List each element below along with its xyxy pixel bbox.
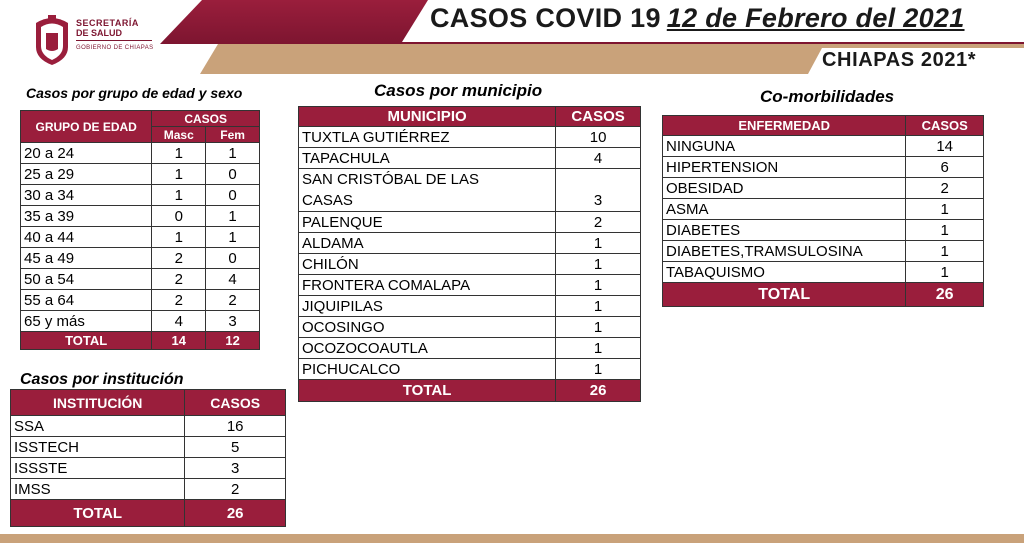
age-group: 35 a 39 [21,206,152,227]
municipality-name-line-1: SAN CRISTÓBAL DE LAS [302,171,479,188]
municipality-name: FRONTERA COMALAPA [299,275,556,296]
municipality-name-line-2: CASAS [302,192,353,209]
logo-line-2: DE SALUD [76,28,123,38]
logo-line-1: SECRETARÍA [76,18,139,28]
municipality-cases: 1 [556,233,641,254]
disease-cases: 1 [906,220,984,241]
disease-name: OBESIDAD [663,178,906,199]
institution-table [10,389,286,527]
fem-count: 1 [206,143,260,164]
table-row [299,169,641,212]
table-row [299,338,641,359]
col-cases: CASOS [152,111,260,127]
municipality-name: CHILÓN [299,254,556,275]
total-row [11,500,286,527]
total-label: TOTAL [11,500,185,527]
masc-count: 2 [152,248,206,269]
disease-cases: 6 [906,157,984,178]
municipality-name: OCOZOCOAUTLA [299,338,556,359]
institution-cases: 16 [185,416,286,437]
table-row [663,136,984,157]
table-row [21,227,260,248]
table-row [299,254,641,275]
municipality-name: PICHUCALCO [299,359,556,380]
total-fem: 12 [206,332,260,350]
disease-cases: 1 [906,241,984,262]
col-municipality: MUNICIPIO [299,107,556,127]
age-sex-title: Casos por grupo de edad y sexo [26,85,243,101]
col-institution: INSTITUCIÓN [11,390,185,416]
total-row [663,283,984,307]
table-row [663,220,984,241]
table-row [11,437,286,458]
masc-count: 1 [152,227,206,248]
disease-name: NINGUNA [663,136,906,157]
table-row [21,290,260,311]
fem-count: 2 [206,290,260,311]
table-row [299,233,641,254]
col-cases: CASOS [185,390,286,416]
masc-count: 4 [152,311,206,332]
age-group: 40 a 44 [21,227,152,248]
fem-count: 3 [206,311,260,332]
comorbidities-title: Co-morbilidades [760,87,895,106]
total-cases: 26 [906,283,984,307]
masc-count: 1 [152,143,206,164]
table-row [299,317,641,338]
disease-name: TABAQUISMO [663,262,906,283]
total-label: TOTAL [21,332,152,350]
municipality-name: JIQUIPILAS [299,296,556,317]
institution-name: IMSS [11,479,185,500]
comorbidities-header-row [663,116,984,136]
table-row [21,164,260,185]
total-row [21,332,260,350]
municipality-cases: 1 [556,296,641,317]
disease-name: DIABETES,TRAMSULOSINA [663,241,906,262]
table-row [299,212,641,233]
col-age-group: GRUPO DE EDAD [21,111,152,143]
municipality-name: PALENQUE [299,212,556,233]
title-text: CASOS COVID 19 [430,3,661,33]
table-row [21,248,260,269]
table-row [21,143,260,164]
masc-count: 2 [152,269,206,290]
table-row [299,296,641,317]
logo-line-3: GOBIERNO DE CHIAPAS [76,45,154,51]
fem-count: 0 [206,164,260,185]
total-label: TOTAL [663,283,906,307]
col-cases: CASOS [556,107,641,127]
age-group: 30 a 34 [21,185,152,206]
report-date: 12 de Febrero del 2021 [666,3,965,33]
total-cases: 26 [185,500,286,527]
col-masc: Masc [152,127,206,143]
table-row [663,157,984,178]
institution-title: Casos por institución [20,371,184,388]
masc-count: 1 [152,164,206,185]
table-row [299,127,641,148]
municipality-table [298,106,641,402]
table-row [299,359,641,380]
col-disease: ENFERMEDAD [663,116,906,136]
table-row [11,479,286,500]
municipality-cases: 2 [556,212,641,233]
fem-count: 1 [206,206,260,227]
logo-text [76,18,154,51]
municipality-cases: 1 [556,338,641,359]
disease-name: ASMA [663,199,906,220]
header-fold [160,0,202,44]
municipality-cases: 4 [556,148,641,169]
disease-name: HIPERTENSION [663,157,906,178]
municipality-cases: 1 [556,317,641,338]
municipality-cases: 3 [556,169,641,212]
disease-name: DIABETES [663,220,906,241]
table-row [21,185,260,206]
fem-count: 0 [206,185,260,206]
table-row [663,199,984,220]
municipality-name: TAPACHULA [299,148,556,169]
institution-cases: 2 [185,479,286,500]
municipality-cases: 1 [556,275,641,296]
municipality-header-row [299,107,641,127]
institution-cases: 5 [185,437,286,458]
total-row [299,380,641,402]
institution-name: ISSSTE [11,458,185,479]
table-row [21,206,260,227]
col-fem: Fem [206,127,260,143]
table-row [21,311,260,332]
table-row [21,269,260,290]
fem-count: 1 [206,227,260,248]
municipality-title: Casos por municipio [374,81,543,100]
municipality-name: OCOSINGO [299,317,556,338]
table-row [299,275,641,296]
comorbidities-table [662,115,984,307]
municipality-name [299,169,556,212]
age-sex-header-row [21,111,260,127]
page-title [430,3,965,34]
total-label: TOTAL [299,380,556,402]
age-sex-table [20,110,260,350]
total-cases: 26 [556,380,641,402]
institution-cases: 3 [185,458,286,479]
table-row [663,262,984,283]
municipality-name: ALDAMA [299,233,556,254]
fem-count: 4 [206,269,260,290]
age-group: 45 a 49 [21,248,152,269]
disease-cases: 2 [906,178,984,199]
table-row [663,178,984,199]
footer-bar [0,534,1024,543]
disease-cases: 14 [906,136,984,157]
table-row [11,458,286,479]
page-subtitle: CHIAPAS 2021* [822,49,977,71]
municipality-name: TUXTLA GUTIÉRREZ [299,127,556,148]
age-group: 55 a 64 [21,290,152,311]
age-group: 20 a 24 [21,143,152,164]
age-group: 25 a 29 [21,164,152,185]
institution-header-row [11,390,286,416]
masc-count: 1 [152,185,206,206]
logo-divider [76,40,152,41]
institution-name: SSA [11,416,185,437]
fem-count: 0 [206,248,260,269]
masc-count: 2 [152,290,206,311]
table-row [11,416,286,437]
municipality-cases: 1 [556,254,641,275]
shield-logo-icon [32,13,72,67]
disease-cases: 1 [906,199,984,220]
institution-name: ISSTECH [11,437,185,458]
disease-cases: 1 [906,262,984,283]
masc-count: 0 [152,206,206,227]
total-masc: 14 [152,332,206,350]
table-row [663,241,984,262]
table-row [299,148,641,169]
age-group: 65 y más [21,311,152,332]
municipality-cases: 1 [556,359,641,380]
municipality-cases: 10 [556,127,641,148]
age-group: 50 a 54 [21,269,152,290]
col-cases: CASOS [906,116,984,136]
